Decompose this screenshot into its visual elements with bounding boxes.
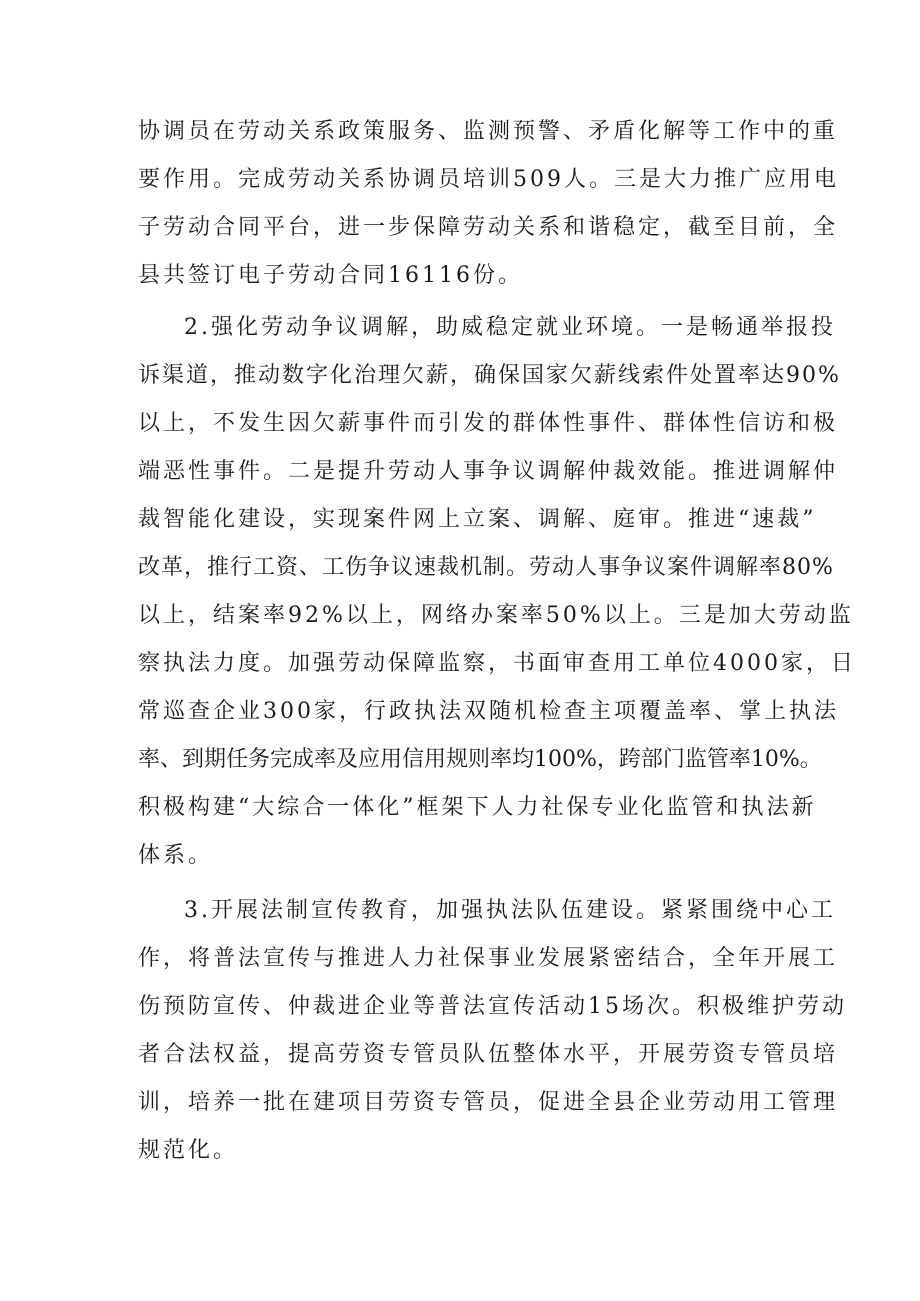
text-line: 规范化。 [138, 1138, 239, 1163]
text-line: 作，将普法宣传与推进人力社保事业发展紧密结合，全年开展工 [138, 946, 839, 971]
text-line: 子劳动合同平台，进一步保障劳动关系和谐稳定，截至目前，全 [138, 215, 839, 240]
text-line: 常巡查企业300家，行政执法双随机检查主项覆盖率、掌上执法 [138, 699, 839, 724]
paragraph-heading-line: 3.开展法制宣传教育，加强执法队伍建设。紧紧围绕中心工 [184, 898, 836, 923]
text-line: 体系。 [138, 843, 214, 868]
text-line: 裁智能化建设，实现案件网上立案、调解、庭审。推进“速裁” [138, 507, 817, 532]
text-line: 协调员在劳动关系政策服务、监测预警、矛盾化解等工作中的重 [138, 119, 839, 144]
text-line: 伤预防宣传、仲裁进企业等普法宣传活动15场次。积极维护劳动 [138, 994, 847, 1019]
text-line: 要作用。完成劳动关系协调员培训509人。三是大力推广应用电 [138, 167, 839, 192]
text-line: 以上，不发生因欠薪事件而引发的群体性事件、群体性信访和极 [138, 411, 839, 436]
text-line: 率、到期任务完成率及应用信用规则率均100%，跨部门监管率10%。 [138, 747, 822, 772]
text-line: 改革，推行工资、工伤争议速裁机制。劳动人事争议案件调解率80% [138, 555, 834, 580]
text-line: 诉渠道，推动数字化治理欠薪，确保国家欠薪线索件处置率达90% [138, 363, 841, 388]
text-line: 训，培养一批在建项目劳资专管员，促进全县企业劳动用工管理 [138, 1090, 839, 1115]
text-line: 察执法力度。加强劳动保障监察，书面审查用工单位4000家，日 [138, 651, 856, 676]
text-line: 者合法权益，提高劳资专管员队伍整体水平，开展劳资专管员培 [138, 1042, 839, 1067]
text-line: 以上，结案率92%以上，网络办案率50%以上。三是加大劳动监 [138, 603, 854, 628]
text-line: 端恶性事件。二是提升劳动人事争议调解仲裁效能。推进调解仲 [138, 459, 839, 484]
text-line: 县共签订电子劳动合同16116份。 [138, 263, 523, 288]
paragraph-heading-line: 2.强化劳动争议调解，助威稳定就业环境。一是畅通举报投 [184, 315, 836, 340]
text-line: 积极构建“大综合一体化”框架下人力社保专业化监管和执法新 [138, 795, 817, 820]
